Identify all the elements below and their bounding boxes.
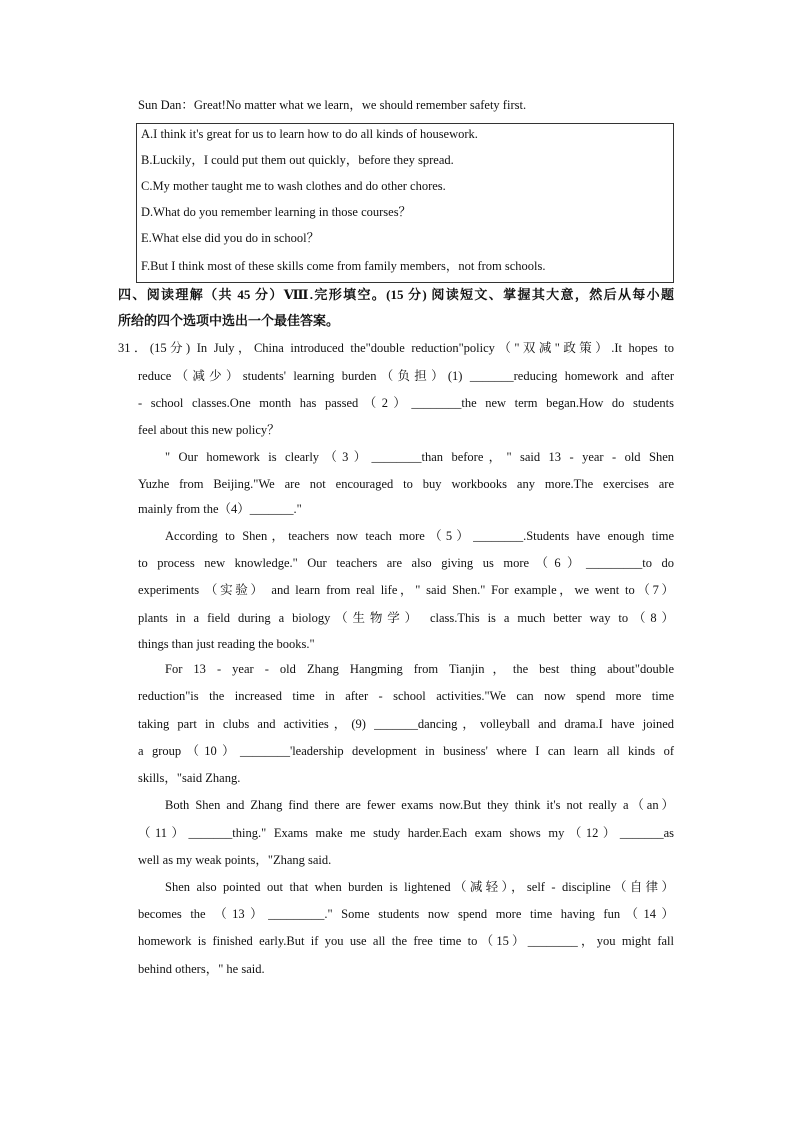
passage-line: well as my weak points，"Zhang said. bbox=[138, 853, 332, 867]
passage-line: behind others，" he said. bbox=[138, 962, 265, 976]
passage-line: - school classes.One month has passed（2）________the new term began.How do students bbox=[138, 396, 674, 410]
passage-line: skills，"said Zhang. bbox=[138, 771, 241, 785]
passage-line: For 13 - year - old Zhang Hangming from Tianjin，the best thing about"double bbox=[165, 662, 674, 676]
option-a: A.I think it's great for us to learn how to do all kinds of housework. bbox=[141, 127, 478, 141]
passage-line: mainly from the（4）_______." bbox=[138, 502, 302, 516]
option-b: B.Luckily，I could put them out quickly，before they spread. bbox=[141, 153, 454, 167]
option-c: C.My mother taught me to wash clothes and do other chores. bbox=[141, 179, 446, 193]
dialogue-line: Sun Dan：Great!No matter what we learn，we should remember safety first. bbox=[138, 98, 527, 112]
passage-line: becomes the （13）_________." Some students now spend more time having fun（14） bbox=[138, 907, 674, 921]
passage-line: things than just reading the books." bbox=[138, 637, 315, 651]
passage-line: reduction"is the increased time in after - school activities."We can now spend more time bbox=[138, 689, 674, 703]
passage-line: Shen also pointed out that when burden is lightened（减轻），self - discipline（自律） bbox=[165, 880, 674, 894]
section-instruction: 所给的四个选项中选出一个最佳答案。 bbox=[118, 313, 340, 328]
options-box bbox=[136, 123, 674, 283]
option-d: D.What do you remember learning in those courses？ bbox=[141, 205, 412, 219]
passage-line: homework is finished early.But if you use all the free time to（15）________，you might fall bbox=[138, 934, 674, 948]
option-f: F.But I think most of these skills come from family members，not from schools. bbox=[141, 259, 546, 273]
passage-line: " Our homework is clearly（3）________than before，" said 13 - year - old Shen bbox=[165, 450, 674, 464]
passage-line: plants in a field during a biology（生物学） class.This is a much better way to（8） bbox=[138, 611, 674, 625]
option-e: E.What else did you do in school？ bbox=[141, 231, 320, 245]
passage-line: reduce（减少）students' learning burden（负担）(1) _______reducing homework and after bbox=[138, 369, 674, 383]
section-heading: 四、阅读理解（共 45 分）Ⅷ.完形填空。(15 分) 阅读短文、掌握其大意，然后从每小题 bbox=[118, 287, 674, 302]
passage-line: experiments （实验） and learn from real life，" said Shen." For example，we went to（7） bbox=[138, 583, 674, 597]
passage-line: According to Shen，teachers now teach more（5）________.Students have enough time bbox=[165, 529, 674, 543]
passage-line: 31．(15分) In July，China introduced the"double reduction"policy（"双减"政策）.It hopes to bbox=[118, 341, 674, 355]
passage-line: to process new knowledge." Our teachers are also giving us more（6）_________to do bbox=[138, 556, 674, 570]
passage-line: Yuzhe from Beijing."We are not encouraged to buy workbooks any more.The exercises are bbox=[138, 477, 674, 491]
passage-line: Both Shen and Zhang find there are fewer exams now.But they think it's not really a（an） bbox=[165, 798, 674, 812]
passage-line: a group（10）________'leadership development in business' where I can learn all kinds of bbox=[138, 744, 674, 758]
passage-line: （11）_______thing." Exams make me study harder.Each exam shows my（12）_______as bbox=[138, 826, 674, 840]
passage-line: feel about this new policy？ bbox=[138, 423, 280, 437]
passage-line: taking part in clubs and activities，(9) _______dancing，volleyball and drama.I have joined bbox=[138, 717, 674, 731]
